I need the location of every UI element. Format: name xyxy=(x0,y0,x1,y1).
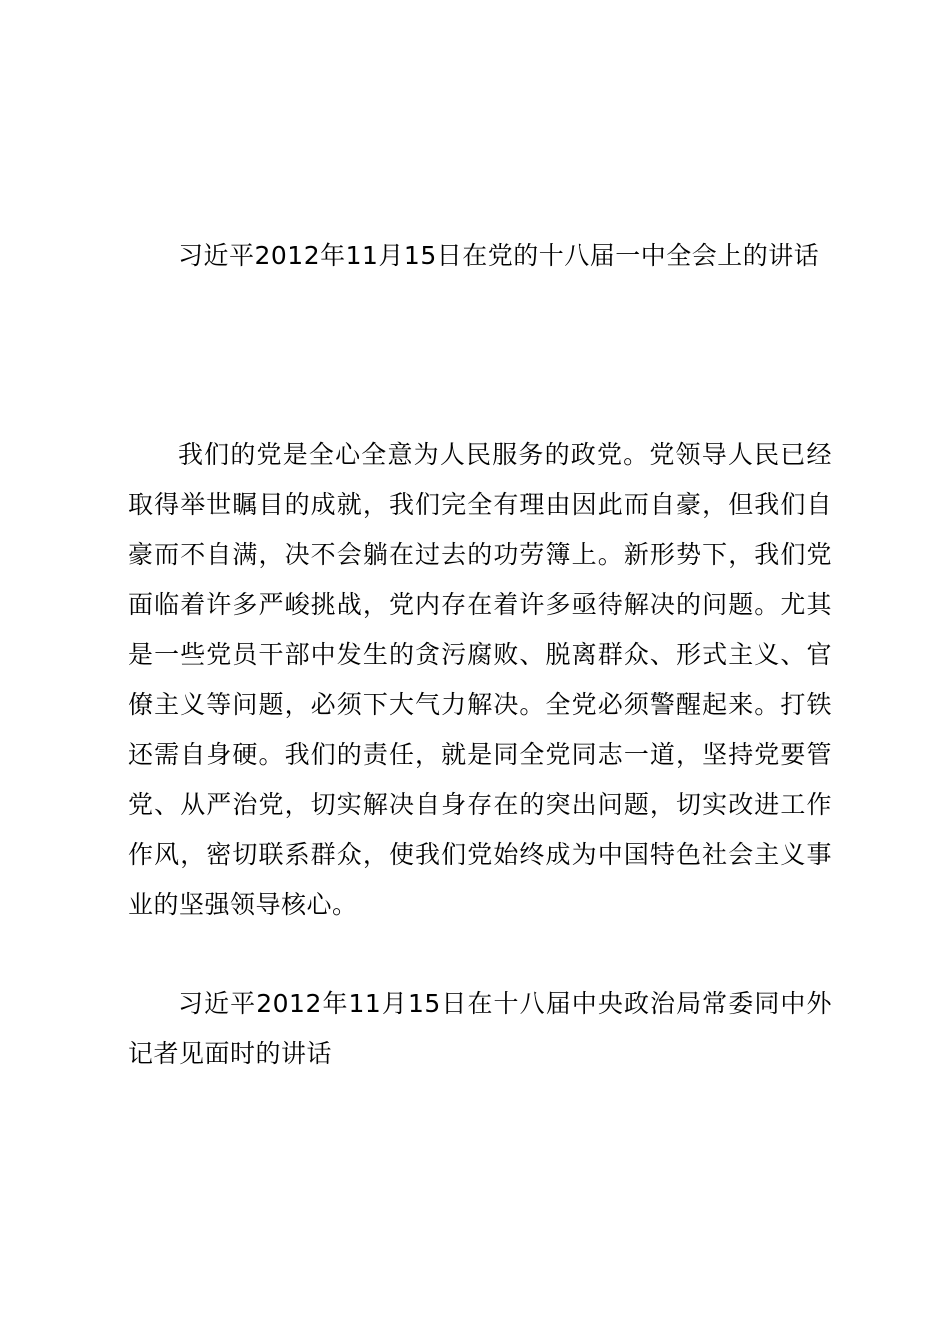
speech-heading: 习近平2012年11月15日在党的十八届一中全会上的讲话 xyxy=(178,241,820,270)
speech-heading-second: 习近平2012年11月15日在十八届中央政治局常委同中外记者见面时的讲话 xyxy=(128,989,832,1068)
speech-paragraph: 我们的党是全心全意为人民服务的政党。党领导人民已经取得举世瞩目的成就，我们完全有理由因此而自豪，但我们自豪而不自满，决不会躺在过去的功劳簿上。新形势下，我们党面临着许多严峻挑战，党内存在着许多亟待解决的问题。尤其是一些党员干部中发生的贪污腐败、脱离群众、形式主义、官僚主义等问题，必须下大气力解决。全党必须警醒起来。打铁还需自身硬。我们的责任，就是同全党同志一道，坚持党要管党、从严治党，切实解决自身存在的突出问题，切实改进工作作风，密切联系群众，使我们党始终成为中国特色社会主义事业的坚强领导核心。 xyxy=(128,440,832,919)
